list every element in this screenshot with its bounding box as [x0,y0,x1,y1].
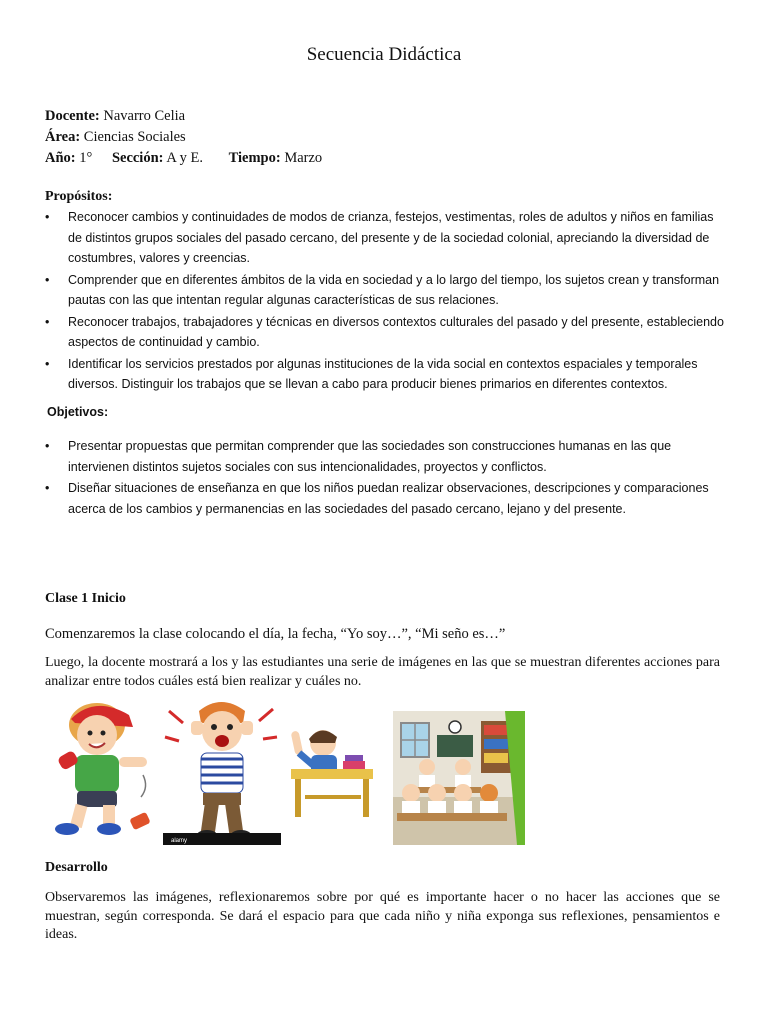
seccion-value: A y E. [166,150,203,166]
tiempo-value: Marzo [284,150,323,166]
anio-label: Año: [45,150,76,166]
list-item: • Comprender que en diferentes ámbitos de la vida en sociedad y a lo largo del tiempo, los sujetos crean y transforman pautas con las que intentan regular algunas características de sus relaciones. [45,272,720,307]
docente-value: Navarro Celia [103,108,186,124]
list-item: • Reconocer cambios y continuidades de modos de crianza, festejos, vestimentas, roles de adultos y niños en familias de distintos grupos sociales del pasado cercano, del presente y de la sociedad colonial, apreciando la diversidad de costumbres, valores y creencias. [45,210,714,265]
docente-label: Docente: [45,108,100,124]
clase1-paragraph-2: Luego, la docente mostrará a los y las estudiantes una serie de imágenes en las que se muestran diferentes acciones para analizar entre todos cuáles está bien realizar y cuáles no. [45,655,720,689]
proposito-text: Identificar los servicios prestados por algunas instituciones de la vida social en contextos espaciales y temporales diversos. Distinguir los trabajos que se llevan a cabo para producir bienes primarios en diferentes contextos. [68,356,698,391]
document-meta [45,106,322,169]
objetivo-text: Presentar propuestas que permitan comprender que las sociedades son construcciones humanas en las que intervienen distintos sujetos sociales con sus intencionalidades, proyectos y conflictos. [68,439,672,474]
boy-raising-hand-image [291,725,381,825]
propositos-list [45,207,725,396]
shouting-boy-image [163,697,281,845]
list-item: • Diseñar situaciones de enseñanza en que los niños puedan realizar observaciones, descripciones y comparaciones acerca de los cambios y permanencias en las sociedades del pasado cercano, lejano y del presente. [45,481,709,516]
area-value: Ciencias Sociales [83,129,186,145]
anio-row [45,148,322,169]
objetivos-list [45,436,725,520]
anio-value: 1° [79,150,93,166]
clase1-paragraph-1: Comenzaremos la clase colocando el día, la fecha, “Yo soy…”, “Mi seño es…” [45,626,506,642]
desarrollo-paragraph: Observaremos las imágenes, reflexionaremos sobre por qué es importante hacer o no hacer las acciones que se muestran, según corresponda. Se dará el espacio para que cada niño y niña exponga sus reflexiones, pensamientos e ideas. [45,890,720,942]
list-item: • Presentar propuestas que permitan comprender que las sociedades son construcciones humanas en las que intervienen distintos sujetos sociales con sus intencionalidades, proyectos y conflictos. [45,439,672,474]
objetivos-heading: Objetivos: [47,405,109,419]
proposito-text: Comprender que en diferentes ámbitos de la vida en sociedad y a lo largo del tiempo, los sujetos crean y transforman pautas con las que intentan regular algunas características de sus relaciones. [68,272,720,307]
desarrollo-heading: Desarrollo [45,860,108,875]
boy-littering-image [45,697,155,842]
classroom-image [393,711,525,845]
images-strip [45,697,525,845]
page-title: Secuencia Didáctica [306,44,462,65]
clase1-heading: Clase 1 Inicio [45,591,126,606]
proposito-text: Reconocer trabajos, trabajadores y técnicas en diversos contextos culturales del pasado y del presente, estableciendo aspectos de continuidad y cambio. [68,314,724,349]
docente-row [45,106,322,127]
list-item: • Reconocer trabajos, trabajadores y técnicas en diversos contextos culturales del pasado y del presente, estableciendo aspectos de continuidad y cambio. [45,314,724,349]
seccion-label: Sección: [111,150,164,166]
list-item: • Identificar los servicios prestados por algunas instituciones de la vida social en contextos espaciales y temporales diversos. Distinguir los trabajos que se llevan a cabo para producir bienes primarios en diferentes contextos. [45,356,698,391]
proposito-text: Reconocer cambios y continuidades de modos de crianza, festejos, vestimentas, roles de adultos y niños en familias de distintos grupos sociales del pasado cercano, del presente y de la sociedad colonial, apreciando la diversidad de costumbres, valores y creencias. [68,210,714,265]
tiempo-label: Tiempo: [228,150,281,166]
propositos-heading: Propósitos: [45,189,113,204]
alamy-watermark: alamy [171,838,188,844]
area-label: Área: [45,129,81,145]
area-row [45,127,322,148]
objetivo-text: Diseñar situaciones de enseñanza en que los niños puedan realizar observaciones, descripciones y comparaciones acerca de los cambios y permanencias en las sociedades del pasado cercano, lejano y del presente. [68,481,709,516]
